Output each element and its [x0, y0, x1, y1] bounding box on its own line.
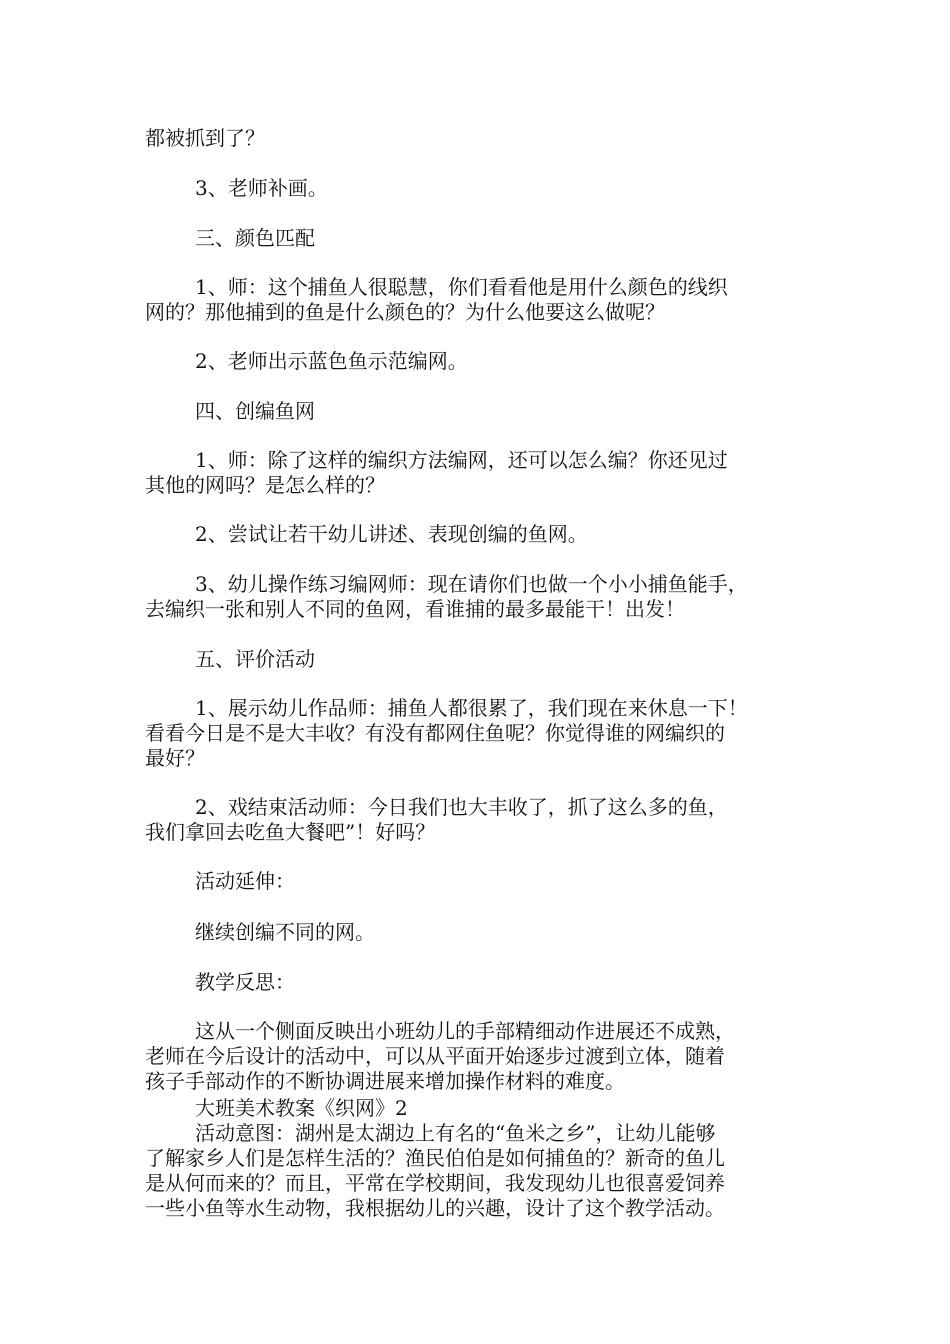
- paragraph: [145, 795, 835, 845]
- paragraph: [145, 275, 835, 325]
- text-line: 四、创编鱼网: [195, 399, 315, 423]
- paragraph: [145, 126, 835, 151]
- paragraph: [145, 176, 885, 201]
- text-line: 1、师：这个捕鱼人很聪慧，你们看看他是用什么颜色的线织: [195, 275, 728, 299]
- text-line: 2、老师出示蓝色鱼示范编网。: [195, 349, 468, 373]
- text-line: 1、师：除了这样的编织方法编网，还可以怎么编？你还见过: [195, 448, 728, 472]
- text-line: 3、老师补画。: [195, 176, 328, 200]
- text-line: 都被抓到了？: [145, 126, 265, 150]
- text-line: 一些小鱼等水生动物，我根据幼儿的兴趣，设计了这个教学活动。: [145, 1196, 725, 1220]
- text-line: 1、展示幼儿作品师：捕鱼人都很累了，我们现在来休息一下！: [195, 696, 748, 720]
- paragraph: [145, 1121, 835, 1221]
- text-line: 2、戏结束活动师：今日我们也大丰收了，抓了这么多的鱼，: [195, 795, 728, 819]
- paragraph: [145, 522, 885, 547]
- text-line: 去编织一张和别人不同的鱼网，看谁捕的最多最能干！出发！: [145, 597, 685, 621]
- text-line: 教学反思：: [195, 970, 295, 994]
- section-heading: [145, 399, 885, 424]
- text-line: 孩子手部动作的不断协调进展来增加操作材料的难度。: [145, 1069, 625, 1093]
- paragraph: [145, 696, 835, 771]
- text-line: 这从一个侧面反映出小班幼儿的手部精细动作进展还不成熟，: [195, 1019, 735, 1043]
- text-line: 其他的网吗？是怎么样的？: [145, 473, 385, 497]
- paragraph: [145, 572, 835, 622]
- text-line: 3、幼儿操作练习编网师：现在请你们也做一个小小捕鱼能手，: [195, 572, 748, 596]
- section-heading: [145, 226, 885, 251]
- paragraph: [145, 1019, 835, 1094]
- text-line: 三、颜色匹配: [195, 226, 315, 250]
- paragraph: [145, 970, 885, 995]
- paragraph: [145, 920, 885, 945]
- text-line: 老师在今后设计的活动中，可以从平面开始逐步过渡到立体，随着: [145, 1044, 725, 1068]
- text-line: 活动延伸：: [195, 869, 295, 893]
- paragraph: [145, 448, 835, 498]
- text-line: 我们拿回去吃鱼大餐吧”！好吗？: [145, 820, 436, 844]
- text-line: 看看今日是不是大丰收？有没有都网住鱼呢？你觉得谁的网编织的: [145, 721, 725, 745]
- paragraph: [145, 869, 885, 894]
- article-title: [145, 1096, 885, 1121]
- text-line: 是从何而来的？而且，平常在学校期间，我发现幼儿也很喜爱饲养: [145, 1171, 725, 1195]
- text-line: 网的？那他捕到的鱼是什么颜色的？为什么他要这么做呢？: [145, 300, 665, 324]
- section-heading: [145, 647, 885, 672]
- text-line: 五、评价活动: [195, 647, 315, 671]
- text-line: 继续创编不同的网。: [195, 920, 375, 944]
- text-line: 2、尝试让若干幼儿讲述、表现创编的鱼网。: [195, 522, 588, 546]
- paragraph: [145, 349, 885, 374]
- text-line: 最好？: [145, 746, 205, 770]
- text-line: 大班美术教案《织网》2: [195, 1096, 408, 1120]
- text-line: 活动意图：湖州是太湖边上有名的“鱼米之乡”，让幼儿能够: [195, 1121, 716, 1145]
- text-line: 了解家乡人们是怎样生活的？渔民伯伯是如何捕鱼的？新奇的鱼儿: [145, 1146, 725, 1170]
